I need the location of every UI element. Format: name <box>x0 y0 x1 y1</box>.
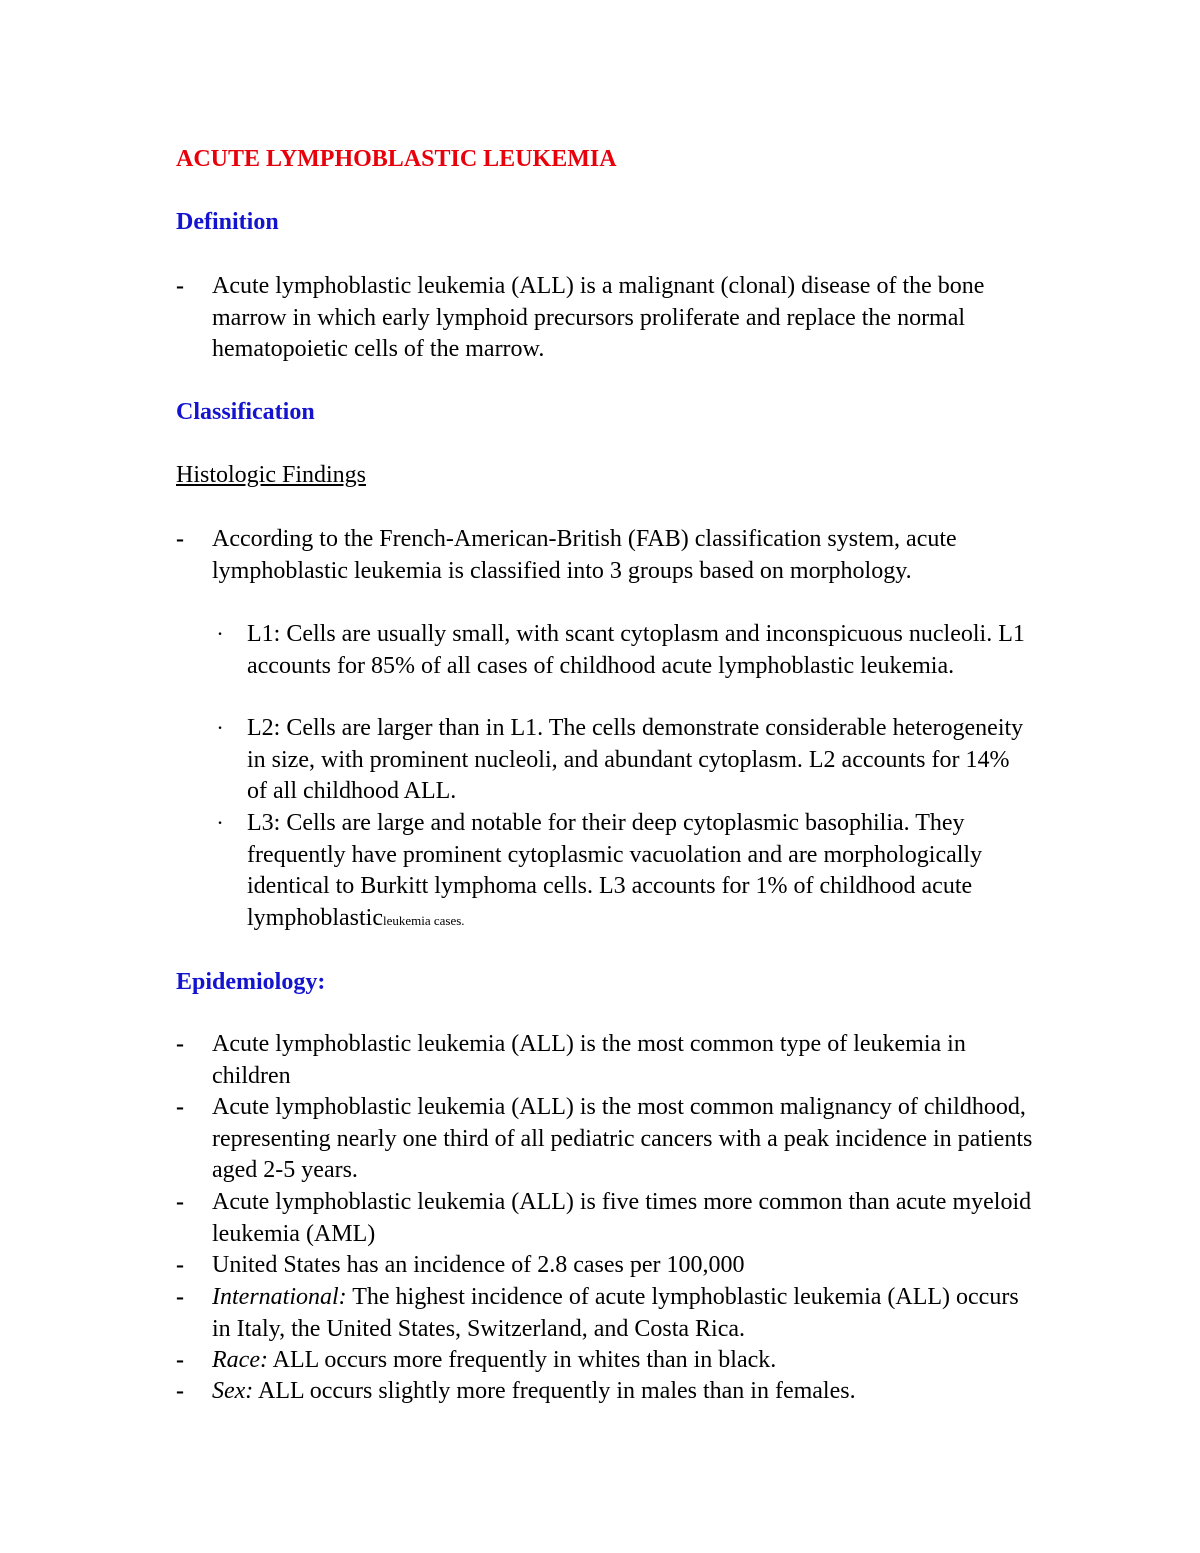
epidemiology-bullet <box>176 1345 1036 1377</box>
dash-bullet-icon: - <box>176 1189 184 1215</box>
definition-bullet <box>176 271 1036 366</box>
classification-heading: Classification <box>176 399 315 425</box>
epidemiology-text: ALL occurs slightly more frequently in males than in females. <box>257 1378 856 1404</box>
epidemiology-text: Acute lymphoblastic leukemia (ALL) is the most common type of leukemia in children <box>212 1031 966 1089</box>
epidemiology-bullet <box>176 1187 1036 1250</box>
fab-group-l1-text: L1: Cells are usually small, with scant cytoplasm and inconspicuous nucleoli. L1 accounts for 85% of all cases of childhood acute lymphoblastic leukemia. <box>247 621 1025 679</box>
dash-bullet-icon: - <box>176 1378 184 1404</box>
epidemiology-text: United States has an incidence of 2.8 cases per 100,000 <box>212 1252 745 1278</box>
epidemiology-text: Acute lymphoblastic leukemia (ALL) is the most common malignancy of childhood, representing nearly one third of all pediatric cancers with a peak incidence in patients aged 2-5 years. <box>212 1094 1033 1183</box>
fab-group-l2-text: L2: Cells are larger than in L1. The cells demonstrate considerable heterogeneity in size, with prominent nucleoli, and abundant cytoplasm. L2 accounts for 14% of all childhood ALL. <box>247 715 1024 804</box>
dot-bullet-icon: · <box>217 720 223 737</box>
dot-bullet-icon: · <box>217 815 223 832</box>
epidemiology-text: Acute lymphoblastic leukemia (ALL) is five times more common than acute myeloid leukemia (AML) <box>212 1189 1032 1247</box>
dash-bullet-icon: - <box>176 1094 184 1120</box>
histologic-findings-subheading: Histologic Findings <box>176 462 367 488</box>
epidemiology-heading: Epidemiology: <box>176 969 326 995</box>
fab-group-l1 <box>212 619 1032 682</box>
dash-bullet-icon: - <box>176 1031 184 1057</box>
epidemiology-bullet <box>176 1376 1036 1408</box>
dash-bullet-icon: - <box>176 1284 184 1310</box>
fab-group-l3-small-tail: leukemia cases. <box>382 912 465 928</box>
dash-bullet-icon: - <box>176 273 184 299</box>
document-title: ACUTE LYMPHOBLASTIC LEUKEMIA <box>176 146 617 172</box>
fab-group-l3-text: L3: Cells are large and notable for their deep cytoplasmic basophilia. They frequently have prominent cytoplasmic vacuolation and are morphologically identical to Burkitt lymphoma cells. L3 accounts for 1% of childhood acute lymphoblastic <box>247 810 983 931</box>
race-label: Race: <box>212 1347 268 1373</box>
epidemiology-text: ALL occurs more frequently in whites than in black. <box>272 1347 777 1373</box>
dash-bullet-icon: - <box>176 1252 184 1278</box>
fab-group-l2 <box>212 713 1032 808</box>
dot-bullet-icon: · <box>217 626 223 643</box>
dash-bullet-icon: - <box>176 526 184 552</box>
epidemiology-text: The highest incidence of acute lymphoblastic leukemia (ALL) occurs in Italy, the United States, Switzerland, and Costa Rica. <box>212 1284 1019 1342</box>
definition-heading: Definition <box>176 209 279 235</box>
fab-group-l3 <box>212 808 1032 936</box>
fab-group-l3-text-wrap <box>247 808 1032 936</box>
epidemiology-bullet <box>176 1282 1036 1345</box>
epidemiology-text-wrap <box>212 1376 1036 1408</box>
epidemiology-text-wrap <box>212 1282 1036 1345</box>
definition-text: Acute lymphoblastic leukemia (ALL) is a malignant (clonal) disease of the bone marrow in which early lymphoid precursors proliferate and replace the normal hematopoietic cells of the marrow. <box>212 273 985 362</box>
classification-intro-bullet <box>176 524 1036 587</box>
epidemiology-bullet <box>176 1250 1036 1282</box>
dash-bullet-icon: - <box>176 1347 184 1373</box>
international-label: International: <box>212 1284 347 1310</box>
epidemiology-bullet <box>176 1092 1036 1187</box>
sex-label: Sex: <box>212 1378 254 1404</box>
epidemiology-text-wrap <box>212 1345 1036 1377</box>
classification-intro-text: According to the French-American-British (FAB) classification system, acute lymphoblastic leukemia is classified into 3 groups based on morphology. <box>212 526 957 584</box>
epidemiology-bullet <box>176 1029 1036 1092</box>
